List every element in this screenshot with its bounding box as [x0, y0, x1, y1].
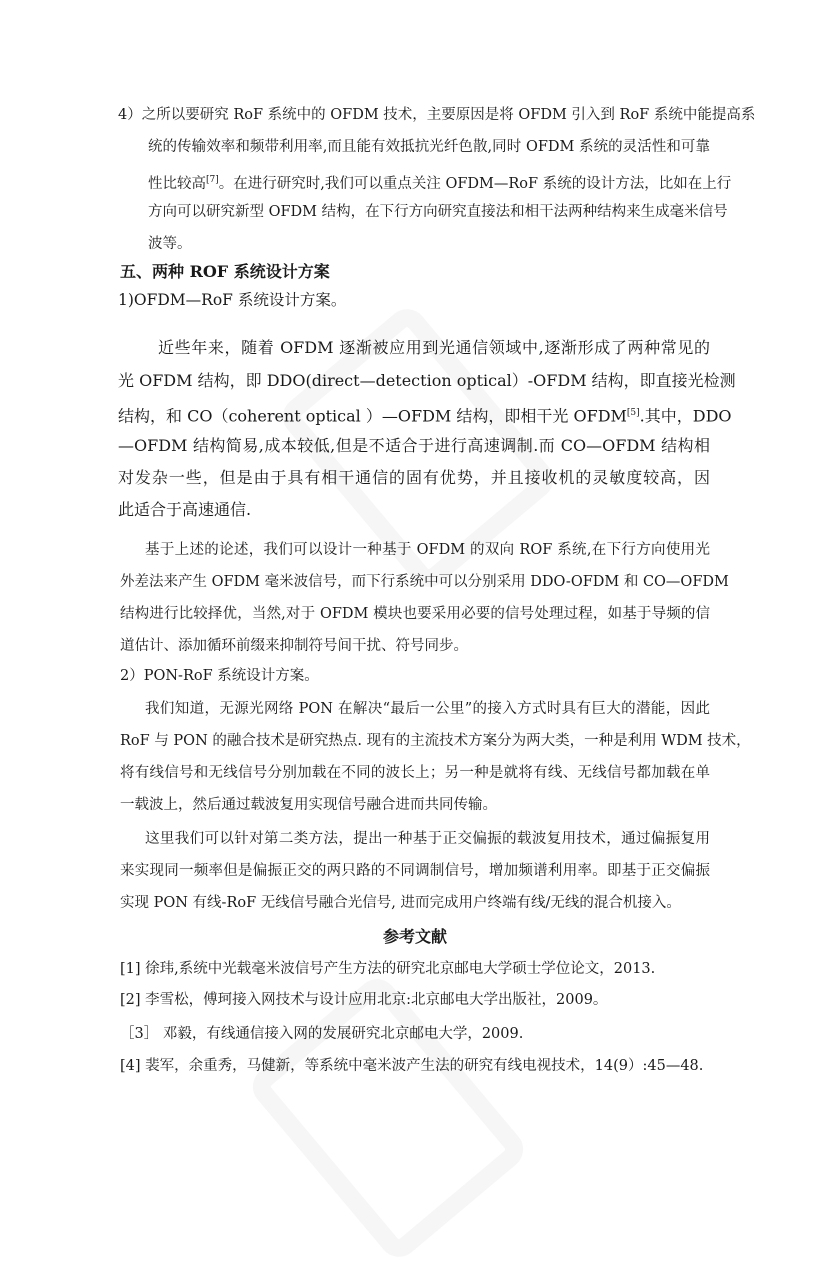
citation: [7]	[206, 175, 219, 185]
reference-item: [4] 裴军，余重秀，马健新，等系统中毫米波产生法的研究有线电视技术，14(9）:45—48.	[120, 1058, 704, 1074]
text-line: RoF 与 PON 的融合技术是研究热点. 现有的主流技术方案分为两大类，一种是利用 WDM 技术，	[120, 733, 751, 749]
text: 结构，和 CO（coherent optical ）—OFDM 结构，即相干光 OFDM	[118, 406, 627, 426]
text-line: 波等。	[148, 236, 192, 252]
text-line: 对发杂一些，但是由于具有相干通信的固有优势，并且接收机的灵敏度较高，因	[118, 468, 710, 487]
text-line: 将有线信号和无线信号分别加载在不同的波长上；另一种是就将有线、无线信号都加载在单	[120, 765, 710, 781]
text-line: 道估计、添加循环前缀来抑制符号间干扰、符号同步。	[120, 638, 468, 654]
text-line: 实现 PON 有线-RoF 无线信号融合光信号, 进而完成用户终端有线/无线的混合机接入。	[120, 895, 681, 911]
text: 性比较高	[148, 175, 206, 192]
text-line: 光 OFDM 结构，即 DDO(direct—detection optical）-OFDM 结构，即直接光检测	[118, 371, 736, 390]
text-line	[118, 403, 732, 426]
text: .其中，DDO	[639, 406, 732, 426]
references-title: 参考文献	[382, 927, 447, 946]
section-heading: 五、两种 ROF 系统设计方案	[120, 262, 330, 281]
reference-item: [1] 徐玮,系统中光载毫米波信号产生方法的研究北京邮电大学硕士学位论文，2013.	[120, 961, 656, 977]
reference-item: ［3］ 邓毅，有线通信接入网的发展研究北京邮电大学，2009.	[120, 1026, 524, 1042]
subsection-title: 1)OFDM—RoF 系统设计方案。	[118, 291, 347, 309]
text-line: 外差法来产生 OFDM 毫米波信号，而下行系统中可以分别采用 DDO-OFDM 和 CO—OFDM	[120, 574, 729, 590]
citation: [5]	[626, 408, 640, 418]
text-line: 方向可以研究新型 OFDM 结构，在下行方向研究直接法和相干法两种结构来生成毫米信号	[148, 204, 728, 220]
subsection-title: 2）PON-RoF 系统设计方案。	[120, 668, 319, 684]
watermark	[245, 971, 532, 1265]
text-line: 基于上述的论述，我们可以设计一种基于 OFDM 的双向 ROF 系统,在下行方向使用光	[145, 542, 710, 558]
text-line: 近些年来，随着 OFDM 逐渐被应用到光通信领域中,逐渐形成了两种常见的	[158, 338, 710, 357]
text-line: 来实现同一频率但是偏振正交的两只路的不同调制信号，增加频谱利用率。即基于正交偏振	[120, 863, 710, 879]
text: 。在进行研究时,我们可以重点关注 OFDM—RoF 系统的设计方法，比如在上行	[218, 175, 732, 192]
text-line: 这里我们可以针对第二类方法，提出一种基于正交偏振的载波复用技术，通过偏振复用	[145, 831, 710, 847]
text-line: —OFDM 结构简易,成本较低,但是不适合于进行高速调制.而 CO—OFDM 结构相	[118, 436, 710, 455]
text-line: 4）之所以要研究 RoF 系统中的 OFDM 技术，主要原因是将 OFDM 引入到 RoF 系统中能提高系	[118, 107, 756, 123]
text-line: 此适合于高速通信.	[118, 500, 252, 519]
text-line	[148, 170, 732, 194]
text-line: 一载波上，然后通过载波复用实现信号融合进而共同传输。	[120, 797, 497, 813]
text-line: 统的传输效率和频带利用率,而且能有效抵抗光纤色散,同时 OFDM 系统的灵活性和可靠	[148, 139, 710, 155]
text-line: 我们知道，无源光网络 PON 在解决“最后一公里”的接入方式时具有巨大的潜能，因此	[145, 701, 710, 717]
reference-item: [2] 李雪松，傅珂接入网技术与设计应用北京:北京邮电大学出版社，2009。	[120, 992, 608, 1008]
text-line: 结构进行比较择优，当然,对于 OFDM 模块也要采用必要的信号处理过程，如基于导频的信	[120, 606, 710, 622]
